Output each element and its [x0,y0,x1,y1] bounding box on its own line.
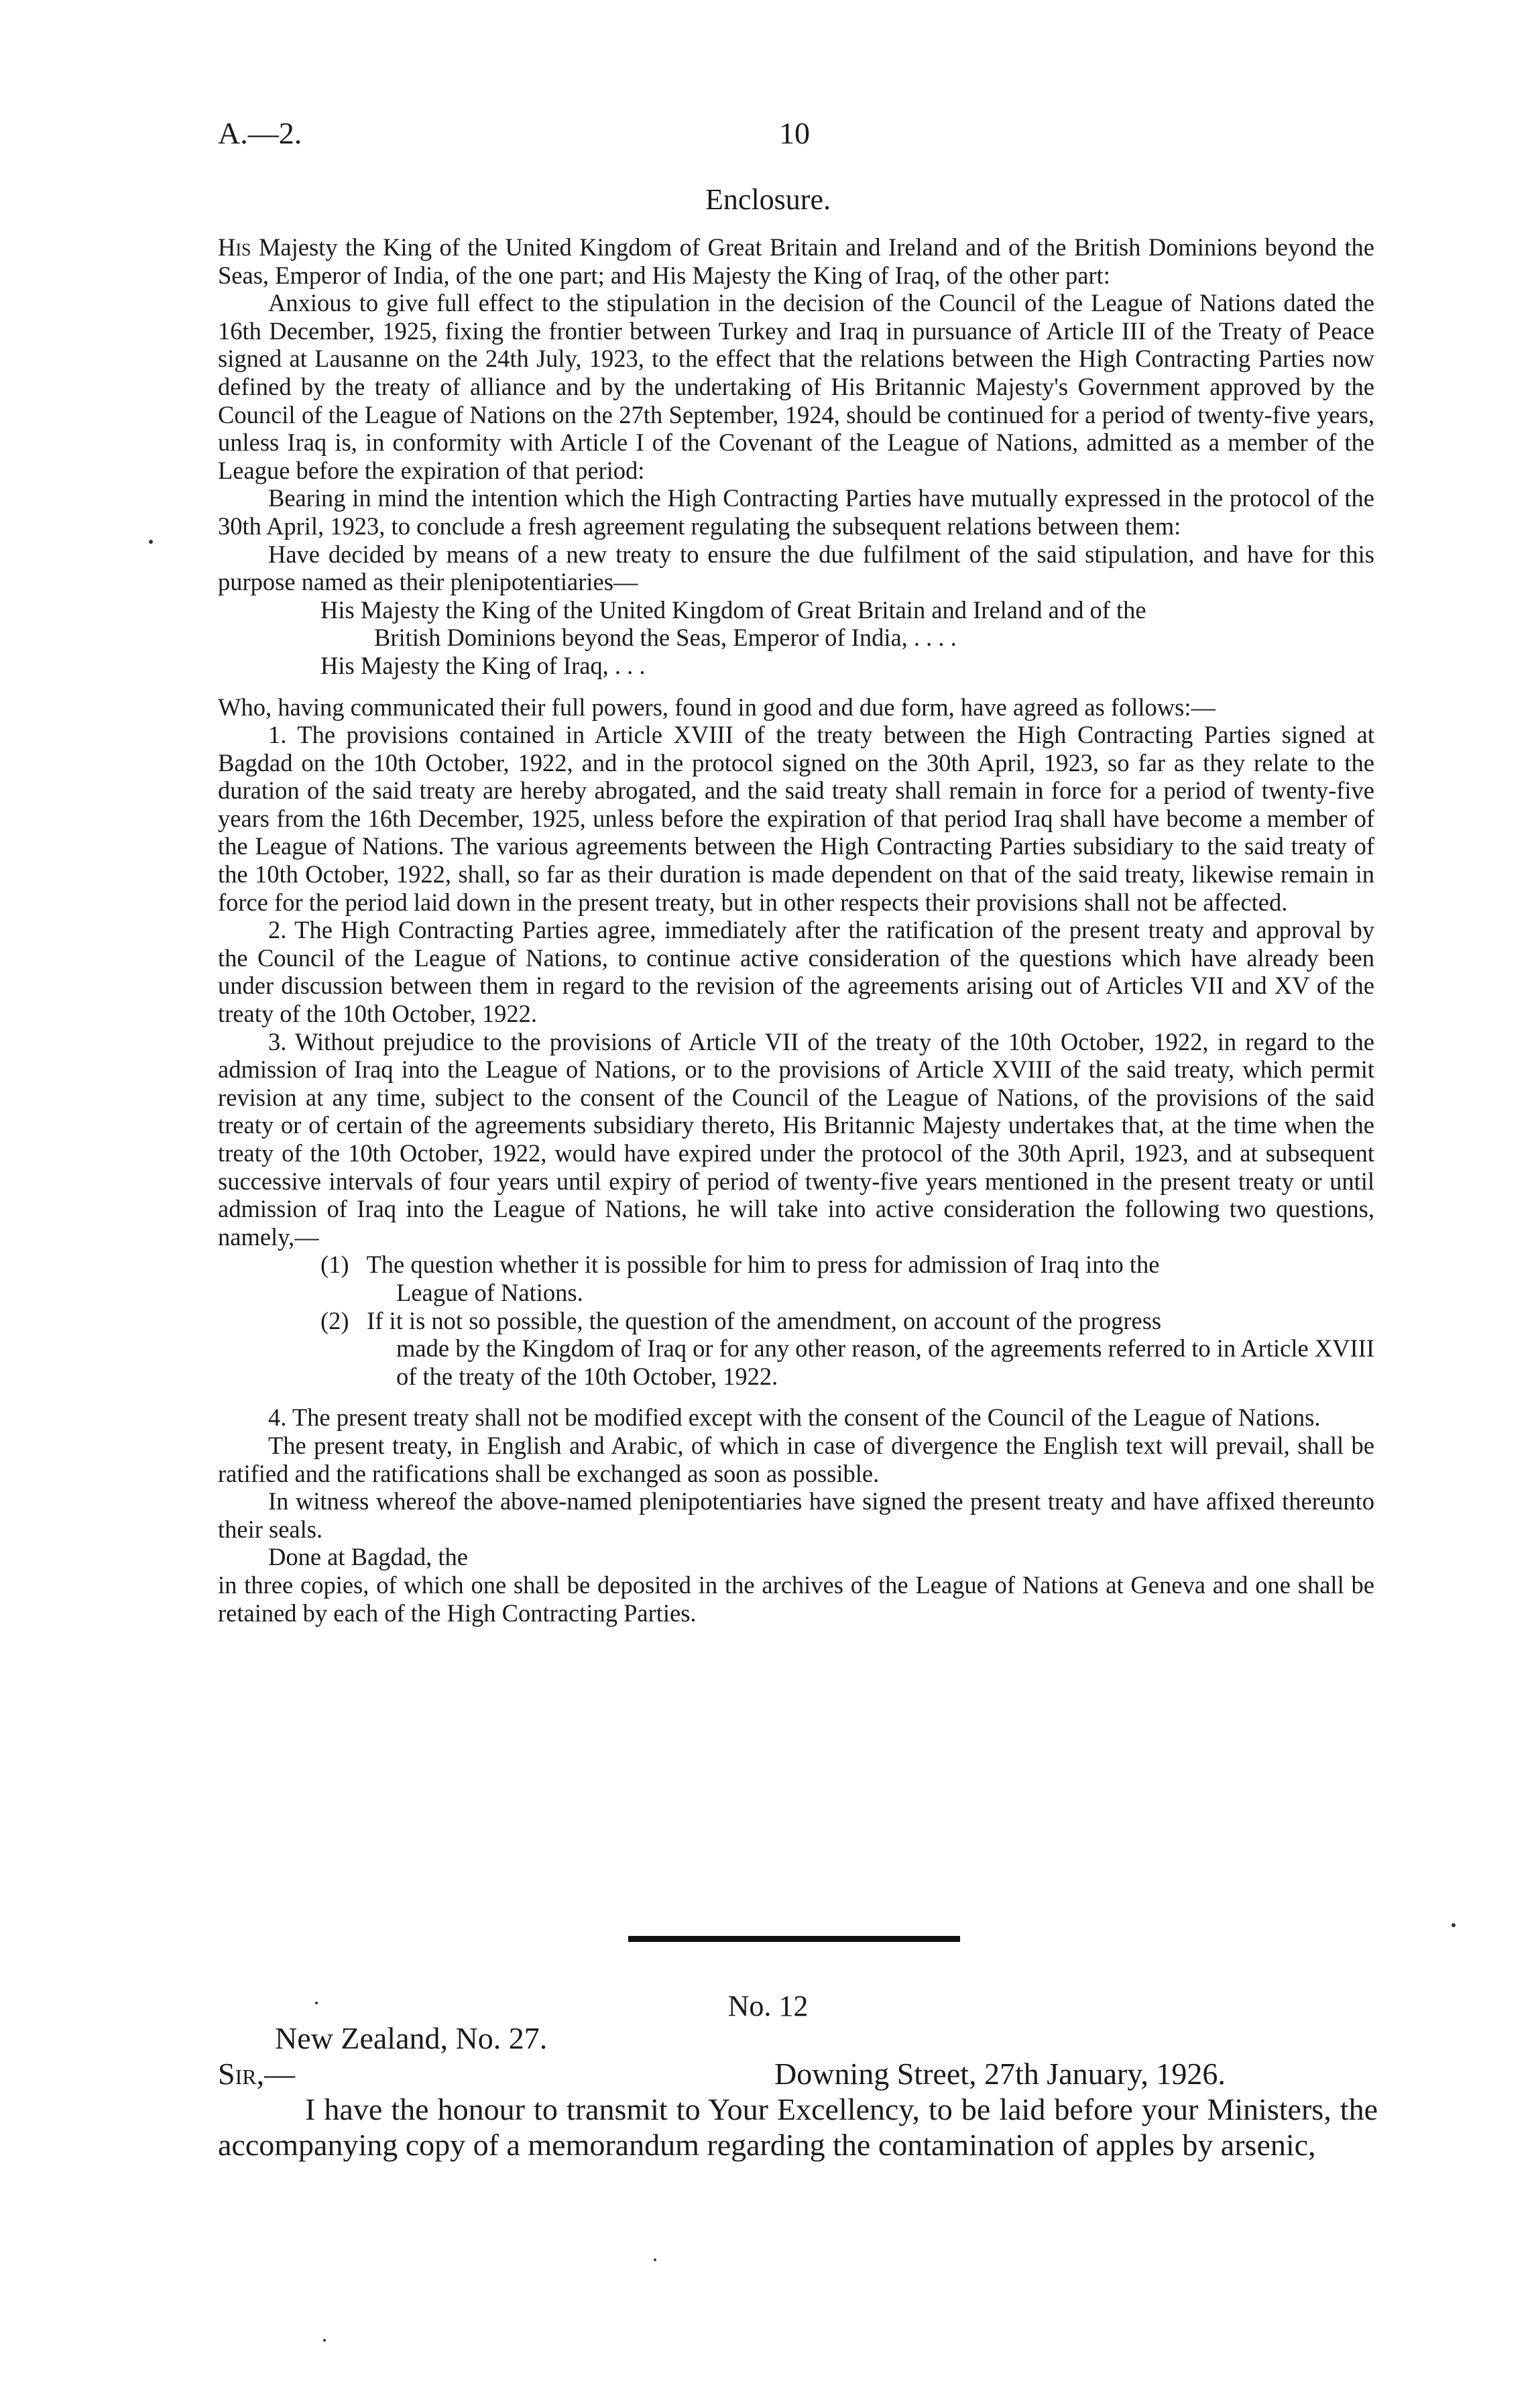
question-1-number: (1) [320,1251,349,1279]
spacer [218,680,1374,693]
scan-speck [149,540,153,544]
plenipotentiary-uk-line2: British Dominions beyond the Seas, Emperor of India, . . . . [374,624,957,652]
salutation-line [218,2056,1378,2091]
article-2: 2. The High Contracting Parties agree, immediately after the ratification of the present treaty and approval by the Council of the League of Nations, to continue active consideration of the questions which have already been under discussion between them in regard to the revision of the agreements arising out of Articles VII and XV of the treaty of the 10th October, 1922. [218,916,1374,1028]
bearing-paragraph: Bearing in mind the intention which the High Contracting Parties have mutually expressed in the protocol of the 30th April, 1923, to conclude a fresh agreement regulating the subsequent relations between them: [218,484,1374,540]
article-4: 4. The present treaty shall not be modified except with the consent of the Council of the League of Nations. [268,1403,1321,1432]
letter-body: I have the honour to transmit to Your Excellency, to be laid before your Ministers, the accompanying copy of a memorandum regarding the contamination of apples by arsenic, [218,2092,1378,2162]
despatch-reference: New Zealand, No. 27. [275,2021,548,2055]
question-1 [218,1251,1374,1306]
salutation: Sir,— [218,2057,296,2091]
anxious-paragraph: Anxious to give full effect to the stipulation in the decision of the Council of the League of Nations dated the 16th December, 1925, fixing the frontier between Turkey and Iraq in pursuance of Article III of the Treaty of Peace signed at Lausanne on the 24th July, 1923, to the effect that the relations between the High Contracting Parties now defined by the treaty of alliance and by the undertaking of His Britannic Majesty's Government approved by the Council of the League of Nations on the 27th September, 1924, should be continued for a period of twenty-five years, unless Iraq is, in conformity with Article I of the Covenant of the League of Nations, admitted as a member of the League before the expiration of that period: [218,289,1374,484]
spacer [218,1390,1374,1403]
scan-speck [315,2002,318,2004]
question-2-number: (2) [320,1306,349,1334]
done-at-line: Done at Bagdad, the [268,1543,468,1571]
page-number: 10 [779,116,810,150]
plenipotentiary-uk [218,596,1374,652]
preamble-paragraph [218,233,1374,289]
article-1: 1. The provisions contained in Article XVIII of the treaty between the High Contracting Parties signed at Bagdad on the 10th October, 1922, and in the protocol signed on the 30th April, 1923, so far as they relate to the duration of the said treaty are hereby abrogated, and the said treaty shall remain in force for a period of twenty-five years from the 16th December, 1925, unless before the expiration of that period Iraq shall have become a member of the League of Nations. The various agreements between the High Contracting Parties subsidiary to the said treaty of the 10th October, 1922, shall, so far as their duration is made dependent on that of the said treaty, likewise remain in force for the period laid down in the present treaty, but in other respects their provisions shall not be affected. [218,721,1374,916]
have-decided-paragraph: Have decided by means of a new treaty to ensure the due fulfilment of the said stipulation, and have for this purpose named as their plenipotentiaries— [218,540,1374,596]
plenipotentiary-uk-line1: His Majesty the King of the United Kingdom of Great Britain and Ireland and of the [320,595,1146,624]
scan-speck [1452,1923,1456,1927]
treaty-text [218,233,1374,1627]
despatch-letter [218,2020,1378,2163]
page-header [218,115,1371,162]
who-having-paragraph: Who, having communicated their full powers, found in good and due form, have agreed as follows:— [218,693,1216,721]
section-divider [628,1936,960,1942]
address-date: Downing Street, 27th January, 1926. [774,2057,1226,2091]
question-2 [218,1307,1374,1391]
witness-paragraph: In witness whereof the above-named plenipotentiaries have signed the present treaty and have affixed thereunto their seals. [218,1487,1374,1543]
scan-speck [654,2258,656,2261]
scan-speck [323,2339,326,2342]
plenipotentiary-iraq: His Majesty the King of Iraq, . . . [320,651,646,679]
preamble-text: Majesty the King of the United Kingdom of Great Britain and Ireland and of the British Dominions beyond the Seas, Emperor of India, of the one part; and His Majesty the King of Iraq, of the other part: [218,233,1374,289]
copies-paragraph: in three copies, of which one shall be deposited in the archives of the League of Nations at Geneva and one shall be retained by each of the High Contracting Parties. [218,1570,1374,1627]
preamble-first-word: His [218,233,251,261]
question-1-rest: League of Nations. [396,1278,583,1306]
article-3: 3. Without prejudice to the provisions of Article VII of the treaty of the 10th October, 1922, in regard to the admission of Iraq into the League of Nations, or to the provisions of Article XVIII of the said treaty, which permit revision at any time, subject to the consent of the Council of the League of Nations, of the provisions of the said treaty or of certain of the agreements subsidiary thereto, His Britannic Majesty undertakes that, at the time when the treaty of the 10th October, 1922, would have expired under the protocol of the 30th April, 1923, and at subsequent successive intervals of four years until expiry of period of twenty-five years mentioned in the present treaty or until admission of Iraq into the League of Nations, he will take into active consideration the following two questions, namely,— [218,1027,1374,1251]
question-1-line1: The question whether it is possible for him to press for admission of Iraq into the [366,1251,1160,1279]
question-2-line1: If it is not so possible, the question of the amendment, on account of the progress [367,1306,1162,1334]
enclosure-title: Enclosure. [705,183,831,216]
question-2-rest: made by the Kingdom of Iraq or for any other reason, of the agreements referred to in Article XVIII of the treaty of the 10th October, 1922. [396,1334,1374,1390]
parliamentary-paper-ref: A.—2. [218,116,302,150]
despatch-number: No. 12 [727,1990,809,2022]
languages-paragraph: The present treaty, in English and Arabic, of which in case of divergence the English text will prevail, shall be ratified and the ratifications shall be exchanged as soon as possible. [218,1431,1374,1487]
